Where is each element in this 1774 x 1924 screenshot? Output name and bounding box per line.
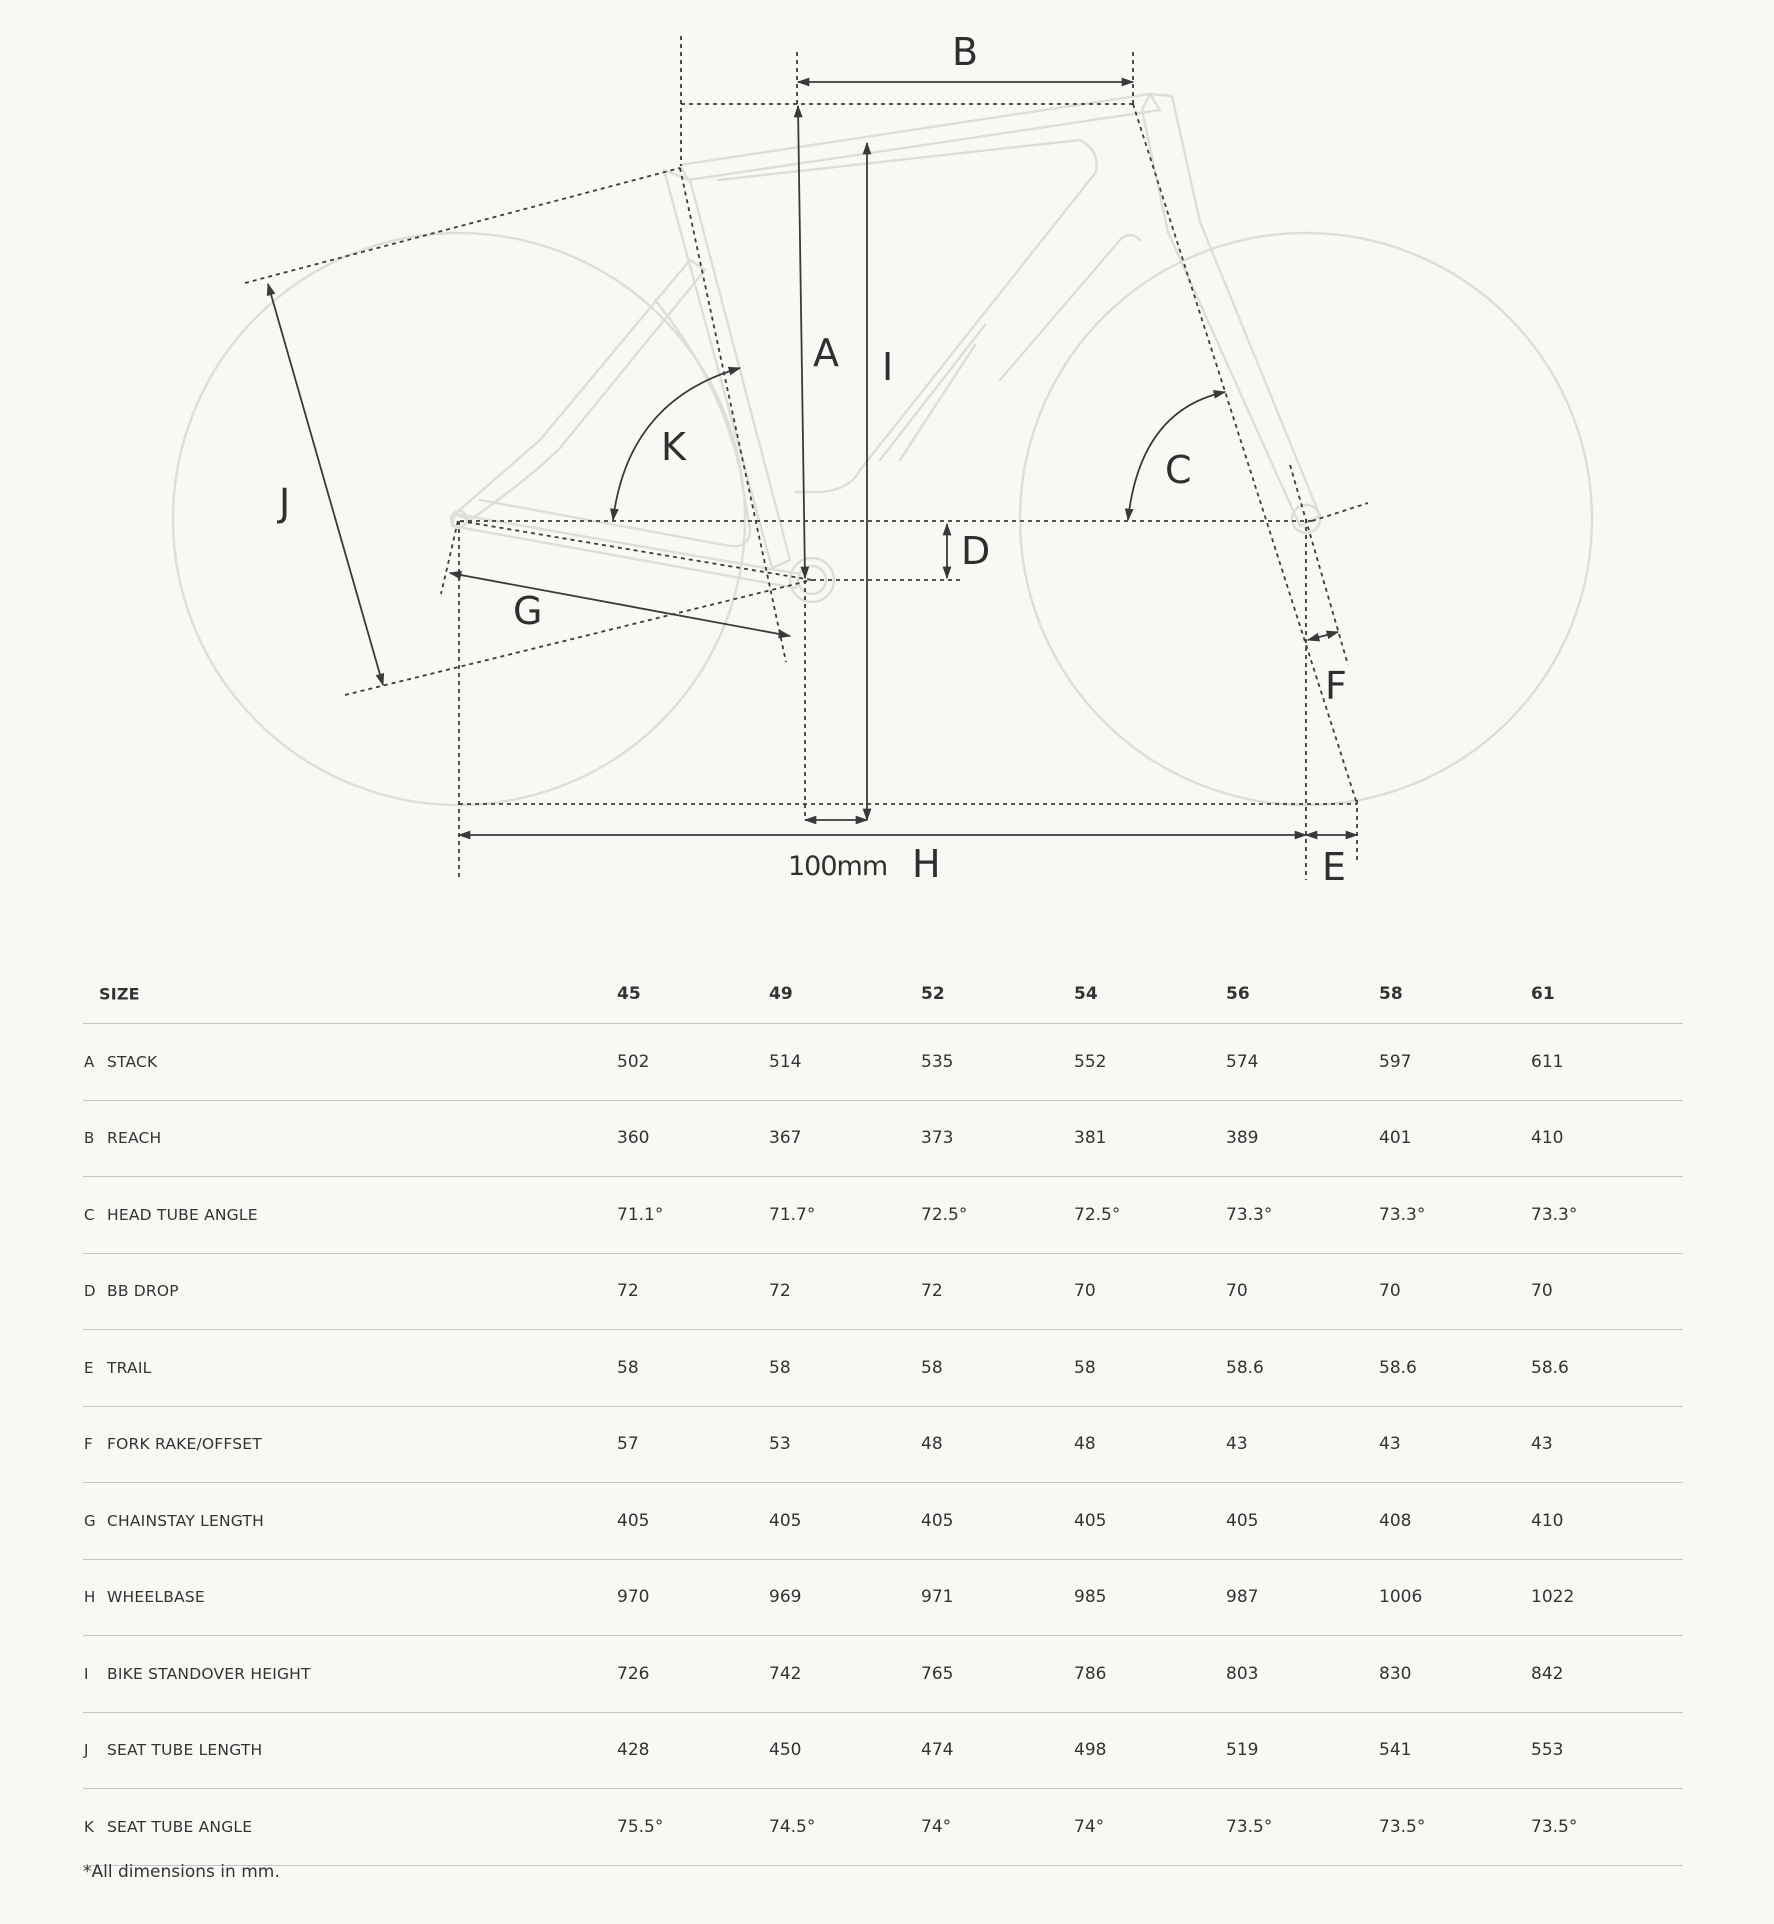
- row-name: WHEELBASE: [107, 1588, 205, 1607]
- table-cell: 360: [617, 1128, 650, 1149]
- table-cell: 405: [769, 1510, 802, 1531]
- table-cell: 58: [769, 1357, 791, 1378]
- table-header-row: [83, 965, 1683, 1024]
- table-cell: 71.1°: [617, 1204, 664, 1225]
- table-cell: 73.5°: [1226, 1816, 1273, 1837]
- table-cell: 842: [1531, 1663, 1564, 1684]
- table-cell: 73.3°: [1226, 1204, 1273, 1225]
- table-cell: 43: [1379, 1434, 1401, 1455]
- label-g: G: [513, 589, 543, 633]
- table-cell: 410: [1531, 1128, 1564, 1149]
- row-name: FORK RAKE/OFFSET: [107, 1435, 262, 1454]
- table-cell: 535: [921, 1051, 954, 1072]
- table-cell: 373: [921, 1128, 954, 1149]
- table-cell: 58: [1074, 1357, 1096, 1378]
- table-row: [83, 1407, 1683, 1484]
- table-cell: 70: [1531, 1281, 1553, 1302]
- table-cell: 405: [921, 1510, 954, 1531]
- row-code: G: [84, 1511, 96, 1530]
- table-cell: 70: [1226, 1281, 1248, 1302]
- table-cell: 381: [1074, 1128, 1107, 1149]
- size-col-7: 61: [1531, 984, 1555, 1004]
- table-cell: 74.5°: [769, 1816, 816, 1837]
- row-name: STACK: [107, 1052, 158, 1071]
- table-cell: 498: [1074, 1740, 1107, 1761]
- table-row: [83, 1254, 1683, 1331]
- table-cell: 405: [617, 1510, 650, 1531]
- table-cell: 502: [617, 1051, 650, 1072]
- table-cell: 367: [769, 1128, 802, 1149]
- table-cell: 450: [769, 1740, 802, 1761]
- table-cell: 58: [617, 1357, 639, 1378]
- table-cell: 74°: [921, 1816, 952, 1837]
- table-cell: 552: [1074, 1051, 1107, 1072]
- table-cell: 58.6: [1531, 1357, 1569, 1378]
- label-a: A: [813, 331, 839, 375]
- table-cell: 514: [769, 1051, 802, 1072]
- table-cell: 803: [1226, 1663, 1259, 1684]
- table-cell: 1022: [1531, 1587, 1575, 1608]
- table-cell: 72.5°: [921, 1204, 968, 1225]
- size-header: SIZE: [99, 984, 140, 1004]
- table-cell: 987: [1226, 1587, 1259, 1608]
- table-row: [83, 1560, 1683, 1637]
- size-col-4: 54: [1074, 984, 1098, 1004]
- table-row: [83, 1789, 1683, 1866]
- label-j: J: [279, 481, 291, 525]
- row-code: K: [84, 1817, 94, 1836]
- table-cell: 410: [1531, 1510, 1564, 1531]
- table-cell: 1006: [1379, 1587, 1423, 1608]
- size-col-2: 49: [769, 984, 793, 1004]
- row-name: HEAD TUBE ANGLE: [107, 1205, 258, 1224]
- table-cell: 58.6: [1379, 1357, 1417, 1378]
- rear-wheel: [173, 233, 745, 805]
- table-cell: 70: [1074, 1281, 1096, 1302]
- size-col-3: 52: [921, 984, 945, 1004]
- label-d: D: [961, 529, 991, 573]
- table-cell: 73.5°: [1531, 1816, 1578, 1837]
- table-cell: 48: [1074, 1434, 1096, 1455]
- row-code: E: [84, 1358, 94, 1377]
- table-cell: 70: [1379, 1281, 1401, 1302]
- size-col-6: 58: [1379, 984, 1403, 1004]
- table-cell: 541: [1379, 1740, 1412, 1761]
- table-cell: 72: [617, 1281, 639, 1302]
- table-row: [83, 1636, 1683, 1713]
- bike-geometry-diagram: [0, 0, 1774, 900]
- table-cell: 75.5°: [617, 1816, 664, 1837]
- table-cell: 72: [769, 1281, 791, 1302]
- table-cell: 765: [921, 1663, 954, 1684]
- row-name: CHAINSTAY LENGTH: [107, 1511, 264, 1530]
- size-col-5: 56: [1226, 984, 1250, 1004]
- scale-label: 100mm: [788, 851, 888, 882]
- table-cell: 474: [921, 1740, 954, 1761]
- table-cell: 408: [1379, 1510, 1412, 1531]
- table-cell: 786: [1074, 1663, 1107, 1684]
- geometry-table: [83, 965, 1683, 1866]
- row-code: H: [84, 1588, 96, 1607]
- row-code: A: [84, 1052, 95, 1071]
- table-cell: 428: [617, 1740, 650, 1761]
- table-cell: 58: [921, 1357, 943, 1378]
- label-h: H: [912, 842, 941, 886]
- row-code: D: [84, 1282, 96, 1301]
- table-cell: 742: [769, 1663, 802, 1684]
- label-k: K: [661, 425, 686, 469]
- table-cell: 71.7°: [769, 1204, 816, 1225]
- row-name: TRAIL: [107, 1358, 152, 1377]
- table-row: [83, 1177, 1683, 1254]
- table-cell: 72: [921, 1281, 943, 1302]
- table-row: [83, 1024, 1683, 1101]
- row-code: B: [84, 1129, 95, 1148]
- table-cell: 53: [769, 1434, 791, 1455]
- table-cell: 405: [1226, 1510, 1259, 1531]
- row-code: J: [84, 1741, 89, 1760]
- label-b: B: [952, 30, 979, 74]
- table-cell: 43: [1531, 1434, 1553, 1455]
- label-f: F: [1325, 664, 1347, 708]
- row-name: SEAT TUBE LENGTH: [107, 1741, 263, 1760]
- table-cell: 57: [617, 1434, 639, 1455]
- table-cell: 597: [1379, 1051, 1412, 1072]
- table-cell: 830: [1379, 1663, 1412, 1684]
- table-cell: 726: [617, 1663, 650, 1684]
- table-cell: 985: [1074, 1587, 1107, 1608]
- table-cell: 970: [617, 1587, 650, 1608]
- row-name: SEAT TUBE ANGLE: [107, 1817, 253, 1836]
- table-row: [83, 1101, 1683, 1178]
- table-cell: 43: [1226, 1434, 1248, 1455]
- row-name: BIKE STANDOVER HEIGHT: [107, 1664, 311, 1683]
- table-cell: 553: [1531, 1740, 1564, 1761]
- table-row: [83, 1713, 1683, 1790]
- table-cell: 58.6: [1226, 1357, 1264, 1378]
- row-name: BB DROP: [107, 1282, 179, 1301]
- table-row: [83, 1483, 1683, 1560]
- table-cell: 48: [921, 1434, 943, 1455]
- label-e: E: [1322, 845, 1347, 889]
- table-cell: 73.5°: [1379, 1816, 1426, 1837]
- table-cell: 405: [1074, 1510, 1107, 1531]
- label-c: C: [1165, 448, 1192, 492]
- table-cell: 73.3°: [1531, 1204, 1578, 1225]
- table-cell: 73.3°: [1379, 1204, 1426, 1225]
- table-cell: 519: [1226, 1740, 1259, 1761]
- table-cell: 971: [921, 1587, 954, 1608]
- table-cell: 74°: [1074, 1816, 1105, 1837]
- row-code: I: [84, 1664, 89, 1683]
- footnote: *All dimensions in mm.: [83, 1862, 280, 1882]
- row-code: F: [84, 1435, 93, 1454]
- table-cell: 611: [1531, 1051, 1564, 1072]
- table-cell: 574: [1226, 1051, 1259, 1072]
- table-cell: 401: [1379, 1128, 1412, 1149]
- table-cell: 72.5°: [1074, 1204, 1121, 1225]
- row-name: REACH: [107, 1129, 162, 1148]
- table-row: [83, 1330, 1683, 1407]
- size-col-1: 45: [617, 984, 641, 1004]
- label-i: I: [882, 345, 894, 389]
- row-code: C: [84, 1205, 95, 1224]
- table-cell: 389: [1226, 1128, 1259, 1149]
- table-cell: 969: [769, 1587, 802, 1608]
